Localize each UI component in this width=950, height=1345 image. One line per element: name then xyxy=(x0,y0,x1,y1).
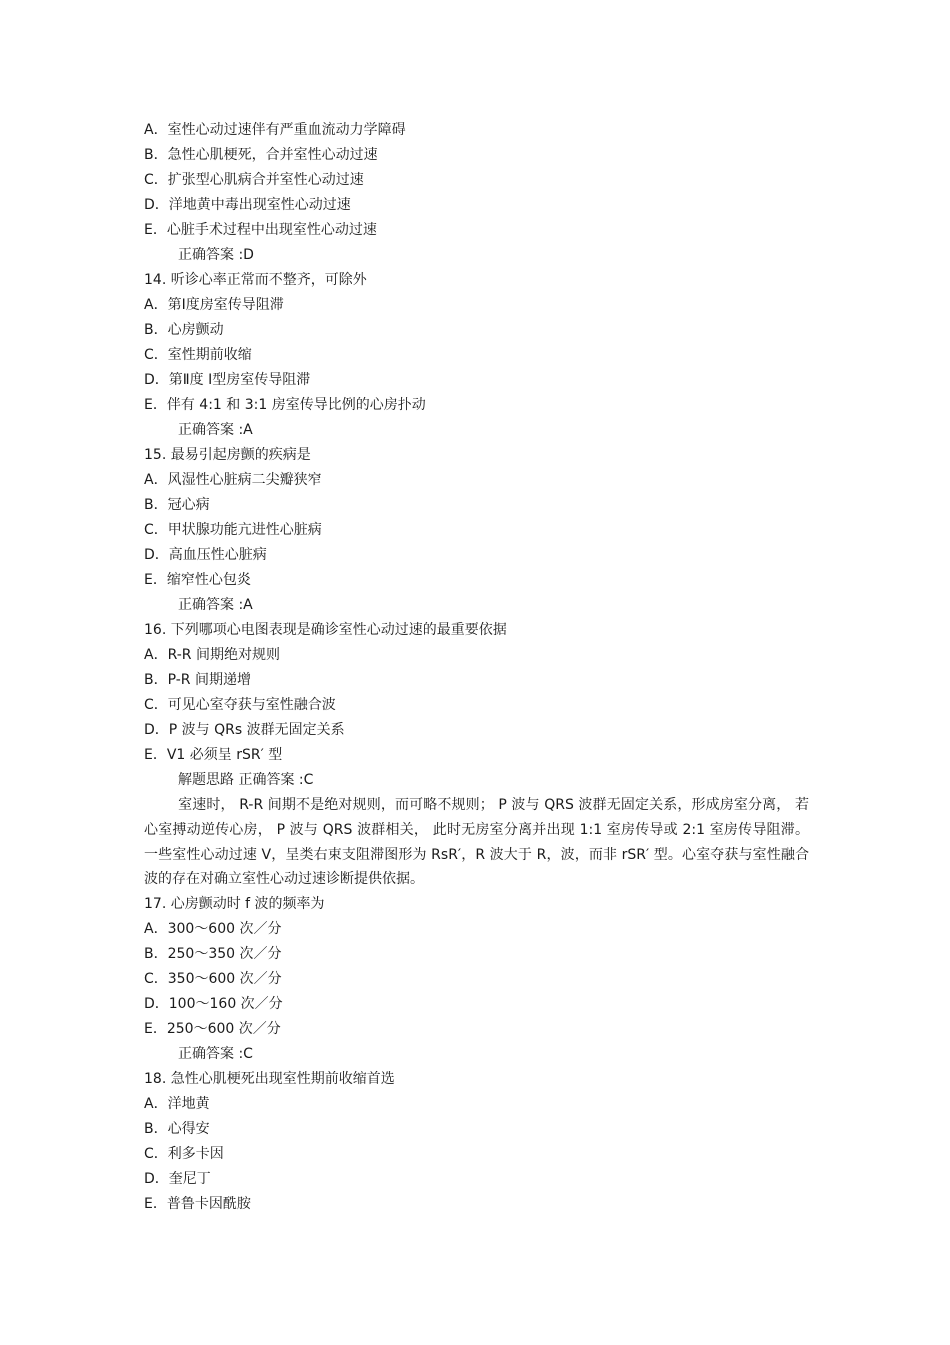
text-line: C．室性期前收缩 xyxy=(144,347,252,363)
explanation-text: 室速时， R-R 间期不是绝对规则，而可略不规则； P 波与 QRS 波群无固定关系，形成房室分离， 若心室搏动逆传心房， P 波与 QRS 波群相关， 此时无房室分离并出现 1:1 室房传导或 2:1 室房传导阻滞。 一些室性心动过速 V，呈类右束支阻滞图形为 RsR′，R 波大于 R，波，而非 rSR′ 型。心室夺获与室性融合波的存在对确立室性心动过速诊断提供依据。 xyxy=(144,797,809,888)
text-line: A．R-R 间期绝对规则 xyxy=(144,647,280,663)
text-line: B．P-R 间期递增 xyxy=(144,672,251,688)
text-line: B．急性心肌梗死，合并室性心动过速 xyxy=(144,147,378,163)
text-line: A．风湿性心脏病二尖瓣狭窄 xyxy=(144,472,322,488)
text-line: E．250～600 次／分 xyxy=(144,1021,281,1038)
text-line: B．心得安 xyxy=(144,1121,210,1138)
text-line: E．普鲁卡因酰胺 xyxy=(144,1196,251,1213)
text-line: A．洋地黄 xyxy=(144,1096,210,1113)
text-line: C．可见心室夺获与室性融合波 xyxy=(144,697,336,713)
text-line: 15. 最易引起房颤的疾病是 xyxy=(144,447,311,463)
text-line: E．V1 必须呈 rSR′ 型 xyxy=(144,747,283,763)
text-line: A．300～600 次／分 xyxy=(144,921,282,938)
text-line: 17. 心房颤动时 f 波的频率为 xyxy=(144,896,325,913)
text-line: B．冠心病 xyxy=(144,497,210,513)
text-line: D．洋地黄中毒出现室性心动过速 xyxy=(144,197,351,213)
text-line: 16. 下列哪项心电图表现是确诊室性心动过速的最重要依据 xyxy=(144,622,507,638)
text-line: C．利多卡因 xyxy=(144,1146,224,1163)
answer-line: 解题思路 正确答案 :C xyxy=(178,772,314,788)
text-line: D．第Ⅱ度 Ⅰ型房室传导阻滞 xyxy=(144,372,311,388)
text-line: E．心脏手术过程中出现室性心动过速 xyxy=(144,222,377,238)
text-line: D．奎尼丁 xyxy=(144,1171,211,1188)
text-line: C．甲状腺功能亢进性心脏病 xyxy=(144,522,322,538)
question-block-upper xyxy=(144,118,809,793)
answer-line: 正确答案 :A xyxy=(178,597,253,613)
text-line: D．P 波与 QRs 波群无固定关系 xyxy=(144,722,345,738)
text-line: D．100～160 次／分 xyxy=(144,996,283,1013)
text-line: E．伴有 4:1 和 3:1 房室传导比例的心房扑动 xyxy=(144,397,426,413)
question-block-lower xyxy=(144,892,809,1217)
text-line: C．扩张型心肌病合并室性心动过速 xyxy=(144,172,364,188)
text-line: 14. 听诊心率正常而不整齐，可除外 xyxy=(144,272,367,288)
text-line: B．250～350 次／分 xyxy=(144,946,282,963)
text-line: B．心房颤动 xyxy=(144,322,224,338)
text-line: 18. 急性心肌梗死出现室性期前收缩首选 xyxy=(144,1071,395,1088)
text-line: A．室性心动过速伴有严重血流动力学障碍 xyxy=(144,122,406,138)
text-line: E．缩窄性心包炎 xyxy=(144,572,251,588)
text-line: C．350～600 次／分 xyxy=(144,971,282,988)
text-line: D．高血压性心脏病 xyxy=(144,547,267,563)
answer-line: 正确答案 :C xyxy=(178,1046,253,1063)
text-line: A．第Ⅰ度房室传导阻滞 xyxy=(144,297,284,313)
answer-line: 正确答案 :D xyxy=(178,247,254,263)
document-content xyxy=(144,118,809,1217)
explanation-paragraph xyxy=(144,793,809,892)
answer-line: 正确答案 :A xyxy=(178,422,253,438)
